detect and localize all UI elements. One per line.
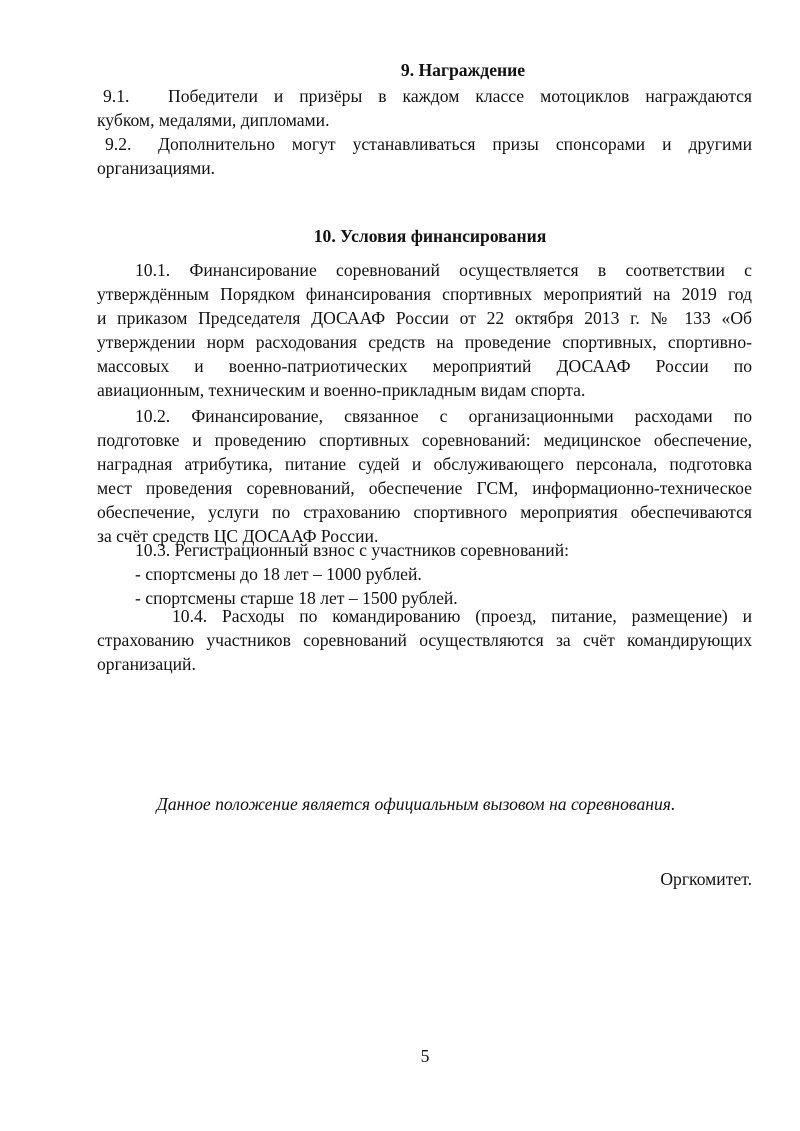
p2-line-2: подготовке и проведению спортивных соревнований: медицинское обеспечение, [97, 430, 752, 450]
section-9-item-1-num: 9.1. [103, 86, 130, 106]
section-9-item-1-text [97, 84, 752, 132]
section-10-heading: 10. Условия финансирования [313, 226, 547, 246]
section-9-heading: 9. Награждение [400, 60, 526, 80]
section-9-item-1-first-line [103, 84, 752, 108]
section-9-item-2-line-1-text: Дополнительно могут устанавливаться призы спонсорами и другими [158, 134, 752, 154]
section-10-paragraph-4 [97, 604, 752, 676]
p2-line-4: мест проведения соревнований, обеспечение ГСМ, информационно-техническое [97, 478, 752, 498]
p1-line-1: 10.1. Финансирование соревнований осуществляется в соответствии с [135, 260, 752, 280]
section-9-item-1-line-2: кубком, медалями, дипломами. [97, 110, 330, 130]
section-9-item-2-first-line [105, 132, 752, 156]
p2-line-1: 10.2. Финансирование, связанное с организационными расходами по [135, 406, 752, 426]
p3-line-3: - спортсмены старше 18 лет – 1500 рублей. [135, 588, 458, 608]
page-number: 5 [420, 1046, 430, 1066]
p1-line-6: авиационным, техническим и военно-прикладным видам спорта. [97, 380, 586, 400]
p1-line-3: и приказом Председателя ДОСААФ России от 22 октября 2013 г. № 133 «Об [97, 308, 752, 328]
p1-line-5: массовых и военно-патриотических мероприятий ДОСААФ России по [97, 356, 752, 376]
section-10-paragraph-1 [97, 258, 752, 402]
section-9-item-2-text [97, 132, 752, 180]
section-10-paragraph-2 [97, 404, 752, 548]
p2-line-3: наградная атрибутика, питание судей и обслуживающего персонала, подготовка [97, 454, 752, 474]
p2-line-6: за счёт средств ЦС ДОСААФ России. [97, 526, 379, 546]
section-9-item-2-num: 9.2. [105, 134, 132, 154]
p4-line-3: организаций. [97, 654, 196, 674]
p4-line-2: страхованию участников соревнований осуществляются за счёт командирующих [97, 630, 752, 650]
p4-line-1: 10.4. Расходы по командированию (проезд, питание, размещение) и [172, 606, 752, 626]
section-9-item-1-line-1-text: Победители и призёры в каждом классе мотоциклов награждаются [168, 86, 752, 106]
organizing-committee-signature: Оргкомитет. [660, 869, 752, 889]
p2-line-5: обеспечение, услуги по страхованию спортивного мероприятия обеспечиваются [97, 502, 752, 522]
section-10-paragraph-3 [97, 538, 752, 610]
section-9-item-2-line-2: организациями. [97, 158, 216, 178]
p3-line-2: - спортсмены до 18 лет – 1000 рублей. [135, 564, 422, 584]
p3-line-1: 10.3. Регистрационный взнос с участников соревнований: [135, 540, 570, 560]
p1-line-4: утверждении норм расходования средств на проведение спортивных, спортивно- [97, 332, 752, 352]
p1-line-2: утверждённым Порядком финансирования спортивных мероприятий на 2019 год [97, 284, 752, 304]
official-call-note: Данное положение является официальным вызовом на соревнования. [156, 794, 676, 814]
